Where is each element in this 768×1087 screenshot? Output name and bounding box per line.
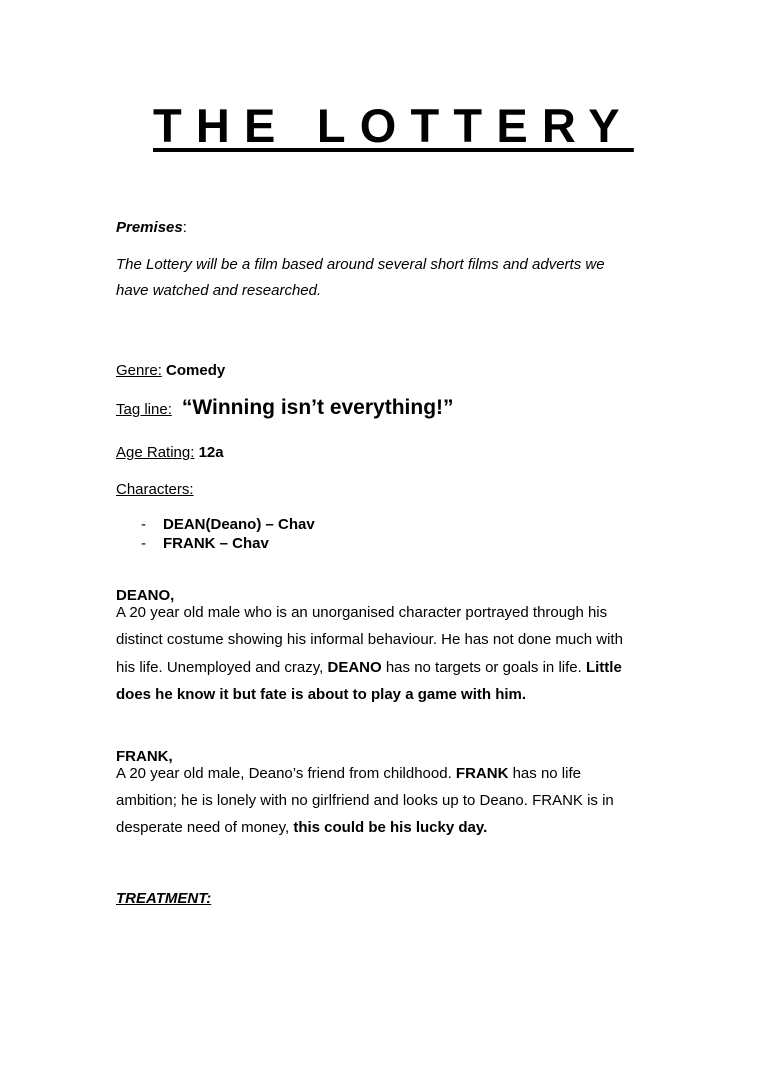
- frank-heading: FRANK,: [116, 748, 173, 765]
- frank-line-3-emphasis: this could be his lucky day.: [293, 819, 488, 836]
- premises-line-1: The Lottery will be a film based around several short films and adverts we: [116, 256, 605, 273]
- deano-line-2: distinct costume showing his informal behaviour. He has not done much with: [116, 631, 623, 648]
- frank-line-2: ambition; he is lonely with no girlfriend and looks up to Deano. FRANK is in: [116, 792, 614, 809]
- frank-line-1-part: A 20 year old male, Deano’s friend from childhood.: [116, 765, 456, 782]
- deano-line-3-part: his life. Unemployed and crazy,: [116, 659, 328, 676]
- tagline-value: “Winning isn’t everything!”: [181, 396, 454, 419]
- frank-line-1-part: has no life: [508, 765, 581, 782]
- premises-label: Premises: [116, 219, 183, 236]
- age-rating-row: [116, 444, 224, 462]
- deano-line-3-part: has no targets or goals in life.: [381, 659, 586, 676]
- deano-line-3-emphasis: Little: [585, 659, 622, 676]
- frank-line-1: [116, 765, 581, 783]
- treatment-heading: TREATMENT:: [116, 890, 212, 907]
- deano-name-emphasis: DEANO: [327, 659, 382, 676]
- deano-heading: DEANO,: [116, 587, 175, 604]
- list-bullet: -: [141, 516, 146, 533]
- character-list-item: [141, 516, 315, 534]
- tagline-label: Tag line:: [116, 401, 172, 418]
- deano-line-1: A 20 year old male who is an unorganised character portrayed through his: [116, 604, 608, 621]
- premises-colon: :: [182, 219, 187, 236]
- frank-name-emphasis: FRANK: [455, 765, 509, 782]
- deano-line-4: does he know it but fate is about to play a game with him.: [116, 686, 527, 703]
- genre-label: Genre:: [116, 362, 162, 379]
- deano-line-3: [116, 659, 622, 677]
- premises-line-2: have watched and researched.: [116, 282, 322, 299]
- genre-row: [116, 362, 225, 380]
- age-rating-label: Age Rating:: [116, 444, 195, 461]
- character-item-text: FRANK – Chav: [163, 535, 269, 552]
- character-list-item: [141, 535, 269, 553]
- genre-value: Comedy: [166, 362, 226, 379]
- characters-label: Characters:: [116, 481, 194, 498]
- age-rating-value: 12a: [198, 444, 224, 461]
- premises-heading: [116, 219, 187, 237]
- frank-line-3-part: desperate need of money,: [116, 819, 294, 836]
- document-title: THE LOTTERY: [153, 99, 634, 152]
- frank-line-3: [116, 819, 487, 837]
- tagline-row: [116, 396, 454, 422]
- character-item-text: DEAN(Deano) – Chav: [163, 516, 315, 533]
- list-bullet: -: [141, 535, 146, 552]
